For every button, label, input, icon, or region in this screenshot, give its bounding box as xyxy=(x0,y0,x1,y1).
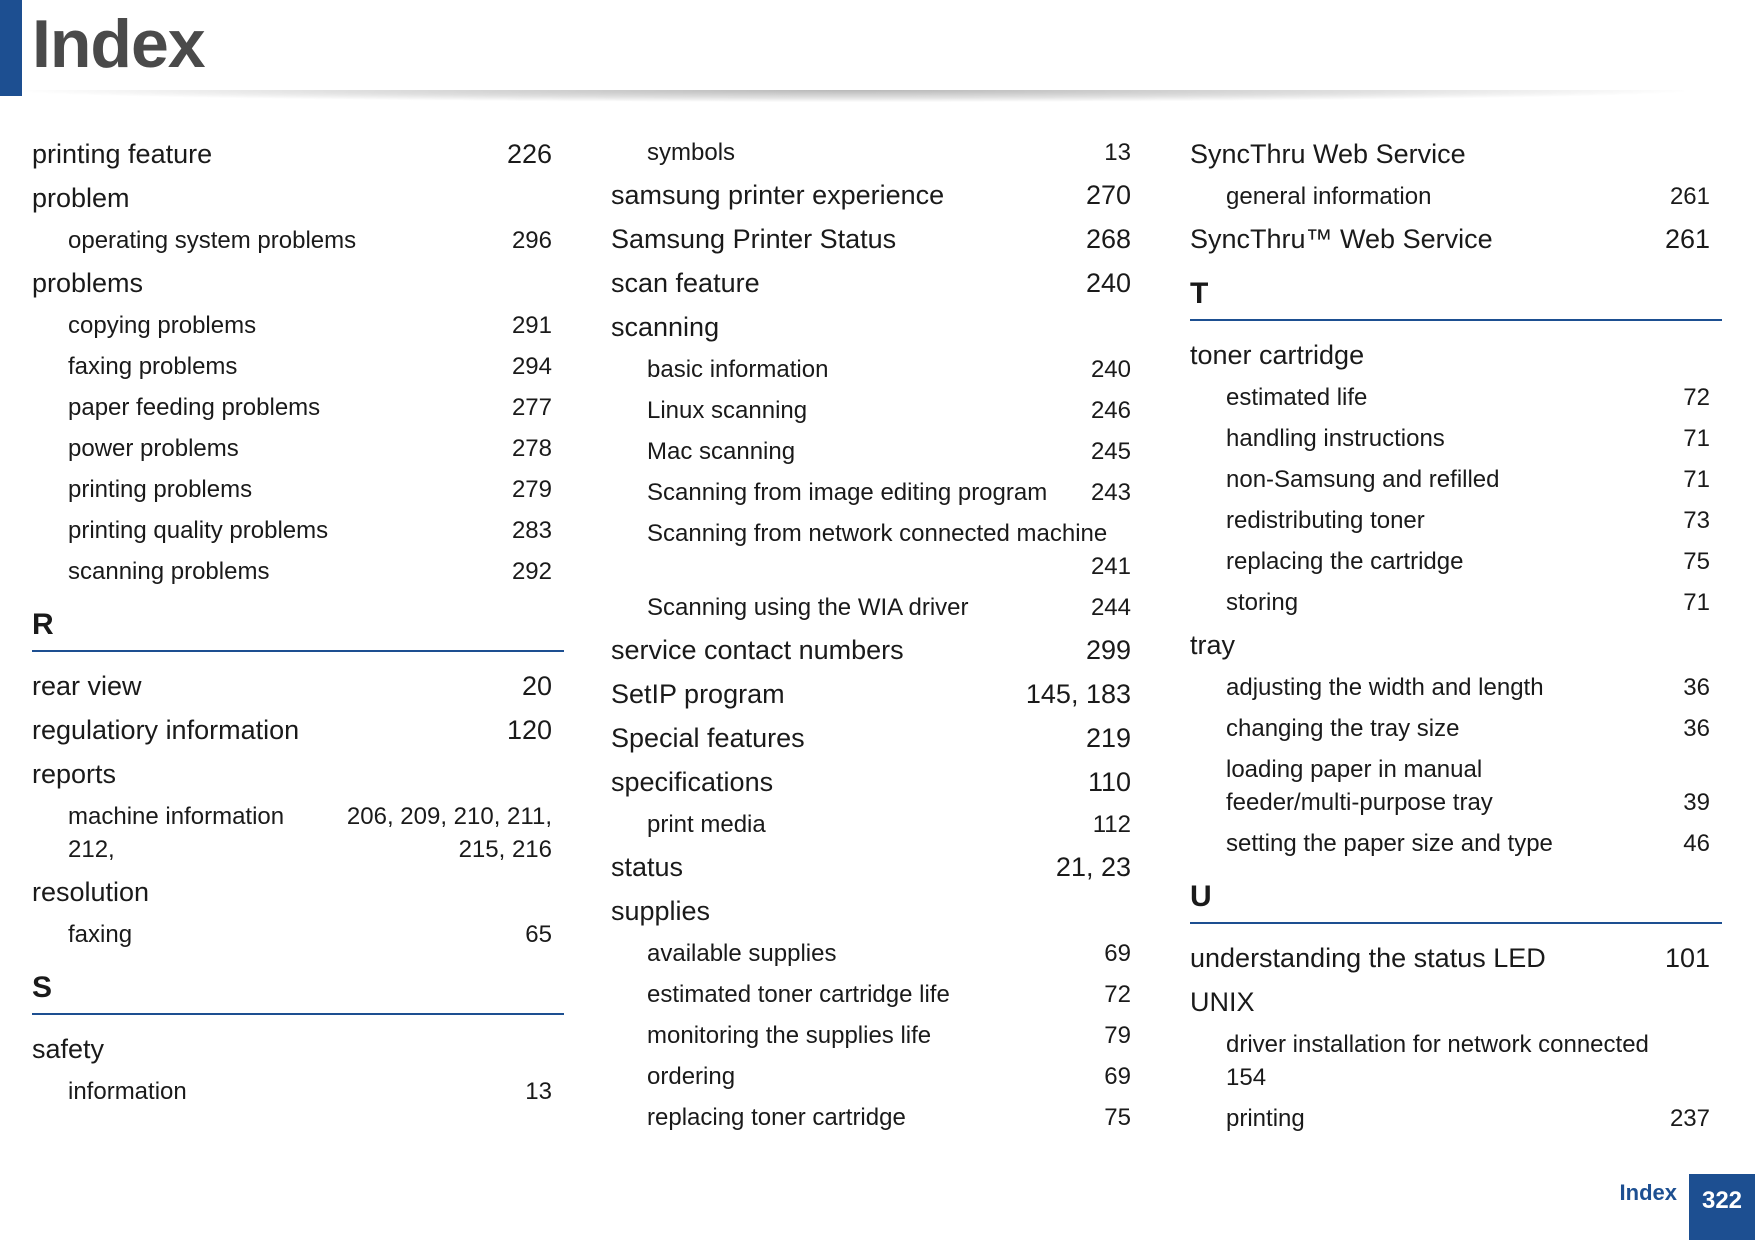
entry-term: reports xyxy=(32,759,117,789)
entry-term: resolution xyxy=(32,877,150,907)
index-subentry xyxy=(32,1075,564,1108)
entry-term: estimated life xyxy=(1226,384,1368,411)
entry-term: supplies xyxy=(611,896,711,926)
index-entry xyxy=(611,893,1143,929)
index-subentry xyxy=(1190,586,1722,619)
entry-term: adjusting the width and length xyxy=(1226,674,1544,701)
index-subentry xyxy=(32,555,564,588)
index-entry xyxy=(611,177,1143,213)
index-entry xyxy=(611,221,1143,257)
index-entry xyxy=(1190,221,1722,257)
entry-term: paper feeding problems xyxy=(68,394,321,421)
index-entry xyxy=(611,632,1143,668)
index-section-header xyxy=(32,969,564,1015)
index-subentry xyxy=(611,353,1143,386)
index-subentry xyxy=(1190,545,1722,578)
index-subentry xyxy=(1190,422,1722,455)
entry-term: ordering xyxy=(647,1063,736,1090)
entry-pages[interactable]: 145, 183 xyxy=(1025,679,1131,709)
entry-pages[interactable]: 237 xyxy=(1669,1105,1710,1132)
index-subentry xyxy=(32,309,564,342)
index-subentry xyxy=(611,1060,1143,1093)
entry-pages[interactable]: 240 xyxy=(1090,356,1131,383)
entry-pages[interactable]: 21, 23 xyxy=(1055,852,1131,882)
index-column-1 xyxy=(32,136,564,1116)
index-entry xyxy=(32,265,564,301)
index-subentry xyxy=(611,808,1143,841)
index-subentry xyxy=(611,591,1143,624)
entry-term: scan feature xyxy=(611,268,760,298)
entry-term: monitoring the supplies life xyxy=(647,1022,932,1049)
entry-pages[interactable]: 75 xyxy=(1104,1104,1131,1131)
index-entry xyxy=(32,712,564,748)
title-accent-bar xyxy=(0,0,22,96)
entry-pages[interactable]: 206, 209, 210, 211, xyxy=(346,803,552,830)
index-subentry xyxy=(611,978,1143,1011)
index-subentry xyxy=(1190,381,1722,414)
title-divider xyxy=(24,90,1684,102)
index-entry xyxy=(611,676,1143,712)
entry-term: understanding the status LED xyxy=(1190,943,1546,973)
entry-term: safety xyxy=(32,1034,105,1064)
index-entry xyxy=(1190,337,1722,373)
index-entry xyxy=(611,849,1143,885)
entry-term: Scanning using the WIA driver xyxy=(647,594,969,621)
entry-term: service contact numbers xyxy=(611,635,904,665)
entry-term: machine information xyxy=(68,803,285,830)
index-subentry xyxy=(32,432,564,465)
entry-pages[interactable]: 71 xyxy=(1683,425,1710,452)
entry-term: copying problems xyxy=(68,312,257,339)
entry-term: samsung printer experience xyxy=(611,180,945,210)
index-subentry xyxy=(611,394,1143,427)
entry-pages[interactable]: 215, 216 xyxy=(458,836,552,863)
index-subentry xyxy=(611,136,1143,169)
entry-pages[interactable]: 226 xyxy=(506,139,552,169)
entry-term: Samsung Printer Status xyxy=(611,224,897,254)
entry-term: operating system problems xyxy=(68,227,357,254)
index-subentry xyxy=(1190,1102,1722,1135)
entry-term: Special features xyxy=(611,723,805,753)
index-subentry xyxy=(1190,1028,1722,1094)
entry-term: Mac scanning xyxy=(647,438,796,465)
entry-term: handling instructions xyxy=(1226,425,1445,452)
index-entry xyxy=(32,756,564,792)
entry-term: Scanning from network connected machine xyxy=(647,520,1108,547)
entry-term: faxing xyxy=(68,921,133,948)
entry-pages[interactable]: 268 xyxy=(1085,224,1131,254)
entry-term: faxing problems xyxy=(68,353,238,380)
entry-term: available supplies xyxy=(647,940,837,967)
index-subentry xyxy=(611,1101,1143,1134)
entry-pages[interactable]: 245 xyxy=(1090,438,1131,465)
entry-pages[interactable]: 261 xyxy=(1664,224,1710,254)
entry-pages[interactable]: 244 xyxy=(1090,594,1131,621)
entry-pages[interactable]: 72 xyxy=(1104,981,1131,1008)
entry-pages[interactable]: 112 xyxy=(1092,811,1131,838)
entry-pages[interactable]: 20 xyxy=(521,671,552,701)
entry-term: power problems xyxy=(68,435,239,462)
index-subentry xyxy=(611,937,1143,970)
entry-pages[interactable]: 13 xyxy=(525,1078,552,1105)
entry-term: setting the paper size and type xyxy=(1226,830,1553,857)
entry-term: general information xyxy=(1226,183,1432,210)
entry-pages[interactable]: 277 xyxy=(511,394,552,421)
entry-term: storing xyxy=(1226,589,1299,616)
index-entry xyxy=(611,720,1143,756)
entry-term: rear view xyxy=(32,671,142,701)
entry-pages[interactable]: 154 xyxy=(1226,1064,1267,1091)
entry-pages[interactable]: 71 xyxy=(1683,589,1710,616)
entry-pages[interactable]: 79 xyxy=(1104,1022,1131,1049)
index-subentry xyxy=(1190,463,1722,496)
entry-pages[interactable]: 283 xyxy=(511,517,552,544)
index-subentry xyxy=(611,1019,1143,1052)
entry-pages[interactable]: 39 xyxy=(1683,789,1710,816)
index-subentry xyxy=(32,473,564,506)
index-entry xyxy=(32,136,564,172)
index-subentry xyxy=(1190,180,1722,213)
footer-section-label: Index xyxy=(1619,1180,1677,1205)
entry-term: regulatiory information xyxy=(32,715,300,745)
entry-term: tray xyxy=(1190,630,1236,660)
entry-term: status xyxy=(611,852,684,882)
entry-pages[interactable]: 69 xyxy=(1104,1063,1131,1090)
entry-term-continued: feeder/multi-purpose tray xyxy=(1226,789,1493,816)
entry-pages[interactable]: 292 xyxy=(511,558,552,585)
entry-pages[interactable]: 291 xyxy=(511,312,552,339)
entry-term: redistributing toner xyxy=(1226,507,1425,534)
entry-term: scanning xyxy=(611,312,720,342)
index-subentry xyxy=(32,224,564,257)
index-entry xyxy=(1190,136,1722,172)
entry-pages[interactable]: 65 xyxy=(525,921,552,948)
entry-pages[interactable]: 13 xyxy=(1104,139,1131,166)
index-entry xyxy=(32,180,564,216)
entry-pages[interactable]: 294 xyxy=(511,353,552,380)
index-entry xyxy=(32,1031,564,1067)
index-entry xyxy=(32,874,564,910)
index-subentry xyxy=(611,476,1143,509)
index-subentry xyxy=(32,800,564,866)
entry-term: toner cartridge xyxy=(1190,340,1365,370)
entry-term: problem xyxy=(32,183,130,213)
entry-pages[interactable]: 261 xyxy=(1669,183,1710,210)
index-entry xyxy=(1190,984,1722,1020)
entry-term: printing xyxy=(1226,1105,1305,1132)
entry-pages[interactable]: 36 xyxy=(1683,674,1710,701)
entry-term: SyncThru™ Web Service xyxy=(1190,224,1493,254)
index-subentry xyxy=(1190,712,1722,745)
index-subentry xyxy=(1190,753,1722,819)
entry-pages[interactable]: 296 xyxy=(511,227,552,254)
entry-pages[interactable]: 120 xyxy=(506,715,552,745)
index-subentry xyxy=(32,350,564,383)
entry-term: driver installation for network connected xyxy=(1226,1031,1649,1058)
entry-pages[interactable]: 241 xyxy=(1090,553,1131,580)
entry-pages[interactable]: 243 xyxy=(1090,479,1131,506)
entry-term: printing problems xyxy=(68,476,253,503)
entry-term: information xyxy=(68,1078,187,1105)
entry-term: scanning problems xyxy=(68,558,270,585)
index-section-header xyxy=(1190,275,1722,321)
index-entry xyxy=(1190,627,1722,663)
entry-term: symbols xyxy=(647,139,736,166)
entry-term: print media xyxy=(647,811,766,838)
entry-term: basic information xyxy=(647,356,829,383)
entry-term: Scanning from image editing program xyxy=(647,479,1048,506)
index-subentry xyxy=(611,517,1143,583)
index-subentry xyxy=(611,435,1143,468)
index-entry xyxy=(1190,940,1722,976)
section-letter: T xyxy=(1190,277,1209,310)
index-entry xyxy=(611,265,1143,301)
entry-term: printing feature xyxy=(32,139,213,169)
entry-pages[interactable]: 110 xyxy=(1087,767,1131,797)
section-letter: U xyxy=(1190,880,1212,913)
entry-pages[interactable]: 71 xyxy=(1683,466,1710,493)
index-subentry xyxy=(32,514,564,547)
entry-pages[interactable]: 101 xyxy=(1664,943,1710,973)
index-column-2 xyxy=(611,136,1143,1142)
entry-term: UNIX xyxy=(1190,987,1255,1017)
entry-term: SetIP program xyxy=(611,679,785,709)
entry-pages[interactable]: 299 xyxy=(1085,635,1131,665)
index-section-header xyxy=(1190,878,1722,924)
entry-pages[interactable]: 36 xyxy=(1683,715,1710,742)
index-subentry xyxy=(1190,671,1722,704)
entry-term: replacing toner cartridge xyxy=(647,1104,906,1131)
entry-pages[interactable]: 69 xyxy=(1104,940,1131,967)
index-subentry xyxy=(32,918,564,951)
entry-pages[interactable]: 246 xyxy=(1090,397,1131,424)
index-entry xyxy=(611,764,1143,800)
entry-pages[interactable]: 75 xyxy=(1683,548,1710,575)
section-letter: S xyxy=(32,971,53,1004)
entry-term: non-Samsung and refilled xyxy=(1226,466,1500,493)
entry-pages[interactable]: 219 xyxy=(1085,723,1131,753)
index-subentry xyxy=(32,391,564,424)
entry-pages[interactable]: 279 xyxy=(511,476,552,503)
entry-pages[interactable]: 278 xyxy=(511,435,552,462)
entry-term: printing quality problems xyxy=(68,517,329,544)
entry-term: SyncThru Web Service xyxy=(1190,139,1466,169)
entry-term: changing the tray size xyxy=(1226,715,1460,742)
entry-pages[interactable]: 46 xyxy=(1683,830,1710,857)
entry-term: Linux scanning xyxy=(647,397,808,424)
entry-term: problems xyxy=(32,268,144,298)
index-entry xyxy=(611,309,1143,345)
index-subentry xyxy=(1190,827,1722,860)
entry-term: specifications xyxy=(611,767,774,797)
entry-term: estimated toner cartridge life xyxy=(647,981,950,1008)
footer-page-number: 322 xyxy=(1689,1174,1755,1240)
entry-pages[interactable]: 72 xyxy=(1683,384,1710,411)
index-section-header xyxy=(32,606,564,652)
entry-pages[interactable]: 212, xyxy=(68,836,115,863)
index-column-3 xyxy=(1190,136,1722,1143)
index-subentry xyxy=(1190,504,1722,537)
page-title: Index xyxy=(32,6,205,82)
entry-term: loading paper in manual xyxy=(1226,756,1483,783)
entry-pages[interactable]: 240 xyxy=(1085,268,1131,298)
entry-pages[interactable]: 270 xyxy=(1085,180,1131,210)
entry-pages[interactable]: 73 xyxy=(1683,507,1710,534)
index-entry xyxy=(32,668,564,704)
section-letter: R xyxy=(32,608,54,641)
entry-term: replacing the cartridge xyxy=(1226,548,1464,575)
